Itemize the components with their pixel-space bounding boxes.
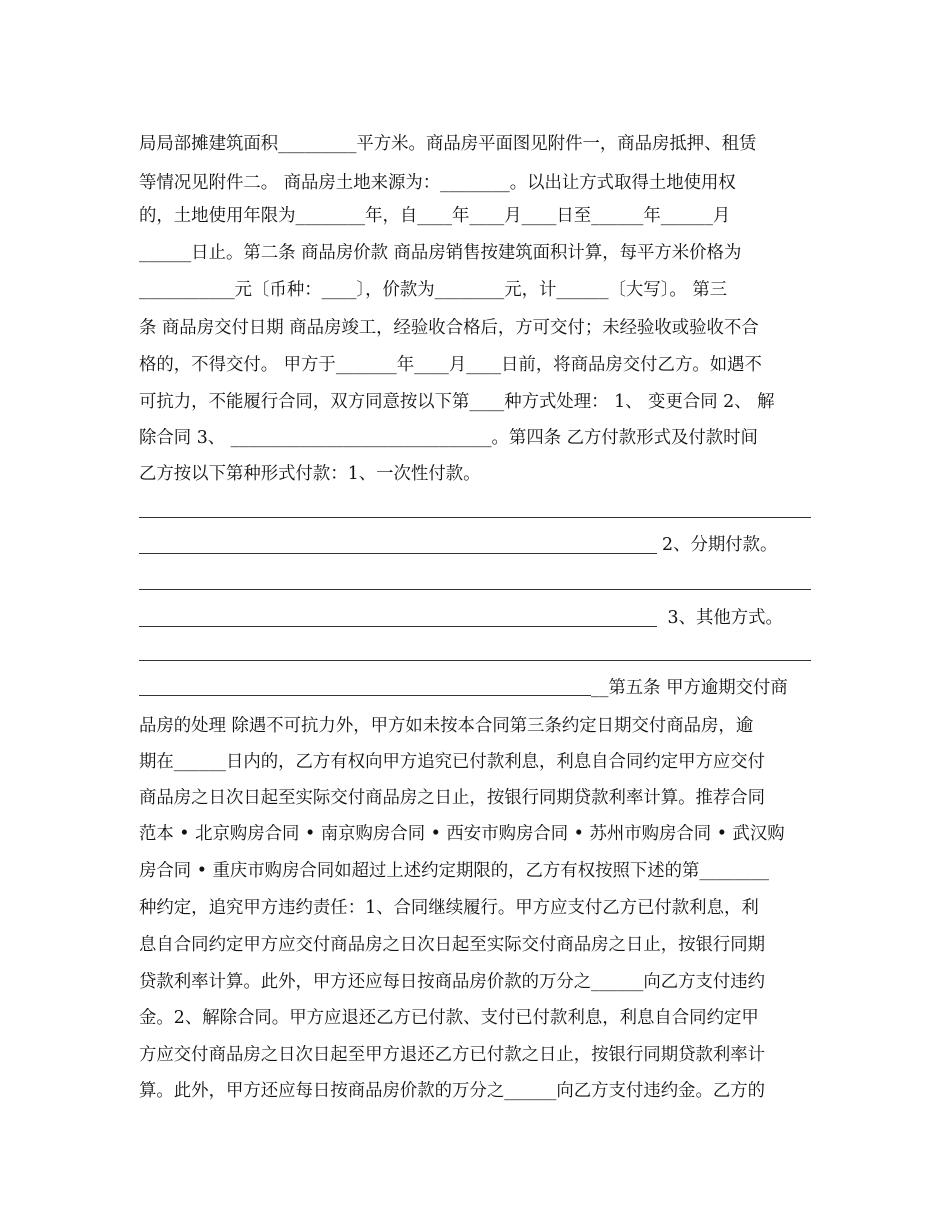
text-line: 乙方按以下第种形式付款：1、一次性付款。 (139, 464, 481, 484)
blank-rule (139, 626, 657, 627)
text-line: 息自合同约定甲方应交付商品房之日次日起至实际交付商品房之日止，按银行同期 (139, 935, 766, 955)
text-line: 的，土地使用年限为________年，自____年____月____日至______年______月 (139, 206, 731, 226)
blank-rule (139, 695, 591, 696)
text-line: 金。2、解除合同。甲方应退还乙方已付款、支付已付款利息，利息自合同约定甲 (139, 1008, 759, 1028)
text-line: 除合同 3、 ______________________________。第四条 乙方付款形式及付款时间 (139, 428, 758, 448)
text-line: 方应交付商品房之日次日起至甲方退还乙方已付款之日止，按银行同期贷款利率计 (139, 1045, 766, 1065)
text-line: 条 商品房交付日期 商品房竣工，经验收合格后，方可交付；未经验收或验收不合 (139, 318, 759, 338)
text-line: 格的，不得交付。 甲方于_______年____月____日前，将商品房交付乙方。如遇不 (139, 355, 762, 375)
text-line: 2、分期付款。 (662, 535, 778, 555)
blank-rule (139, 553, 657, 554)
text-line: 商品房之日次日起至实际交付商品房之日止，按银行同期贷款利率计算。推荐合同 (139, 788, 766, 808)
text-line: ______日止。第二条 商品房价款 商品房销售按建筑面积计算，每平方米价格为 (139, 243, 742, 263)
text-line: 等情况见附件二。 商品房土地来源为：________。以出让方式取得土地使用权 (139, 173, 736, 193)
text-line: 算。此外，甲方还应每日按商品房价款的万分之______向乙方支付违约金。乙方的 (139, 1081, 766, 1101)
text-line: 贷款利率计算。此外，甲方还应每日按商品房价款的万分之______向乙方支付违约 (139, 972, 766, 992)
text-line: 范本 • 北京购房合同 • 南京购房合同 • 西安市购房合同 • 苏州市购房合同 • 武汉购 (139, 824, 785, 844)
text-line: ___________元〔币种：____〕，价款为________元，计______〔大写〕。 第三 (139, 280, 728, 300)
blank-rule (139, 589, 811, 590)
text-line: 可抗力，不能履行合同，双方同意按以下第____种方式处理： 1、 变更合同 2、 解 (139, 392, 775, 412)
text-line: 3、其他方式。 (662, 608, 783, 628)
text-line: 期在______日内的，乙方有权向甲方追究已付款利息，利息自合同约定甲方应交付 (139, 752, 766, 772)
text-line: 品房的处理 除遇不可抗力外，甲方如未按本合同第三条约定日期交付商品房，逾 (139, 716, 754, 736)
text-line: 房合同 • 重庆市购房合同如超过上述约定期限的，乙方有权按照下述的第________ (139, 861, 769, 881)
blank-rule (139, 517, 811, 518)
text-line: __第五条 甲方逾期交付商 (591, 678, 788, 698)
text-line: 种约定，追究甲方违约责任：1、合同继续履行。甲方应支付乙方已付款利息，利 (139, 898, 759, 918)
blank-rule (139, 660, 811, 661)
text-line: 局局部摊建筑面积_________平方米。商品房平面图见附件一，商品房抵押、租赁 (139, 134, 757, 154)
